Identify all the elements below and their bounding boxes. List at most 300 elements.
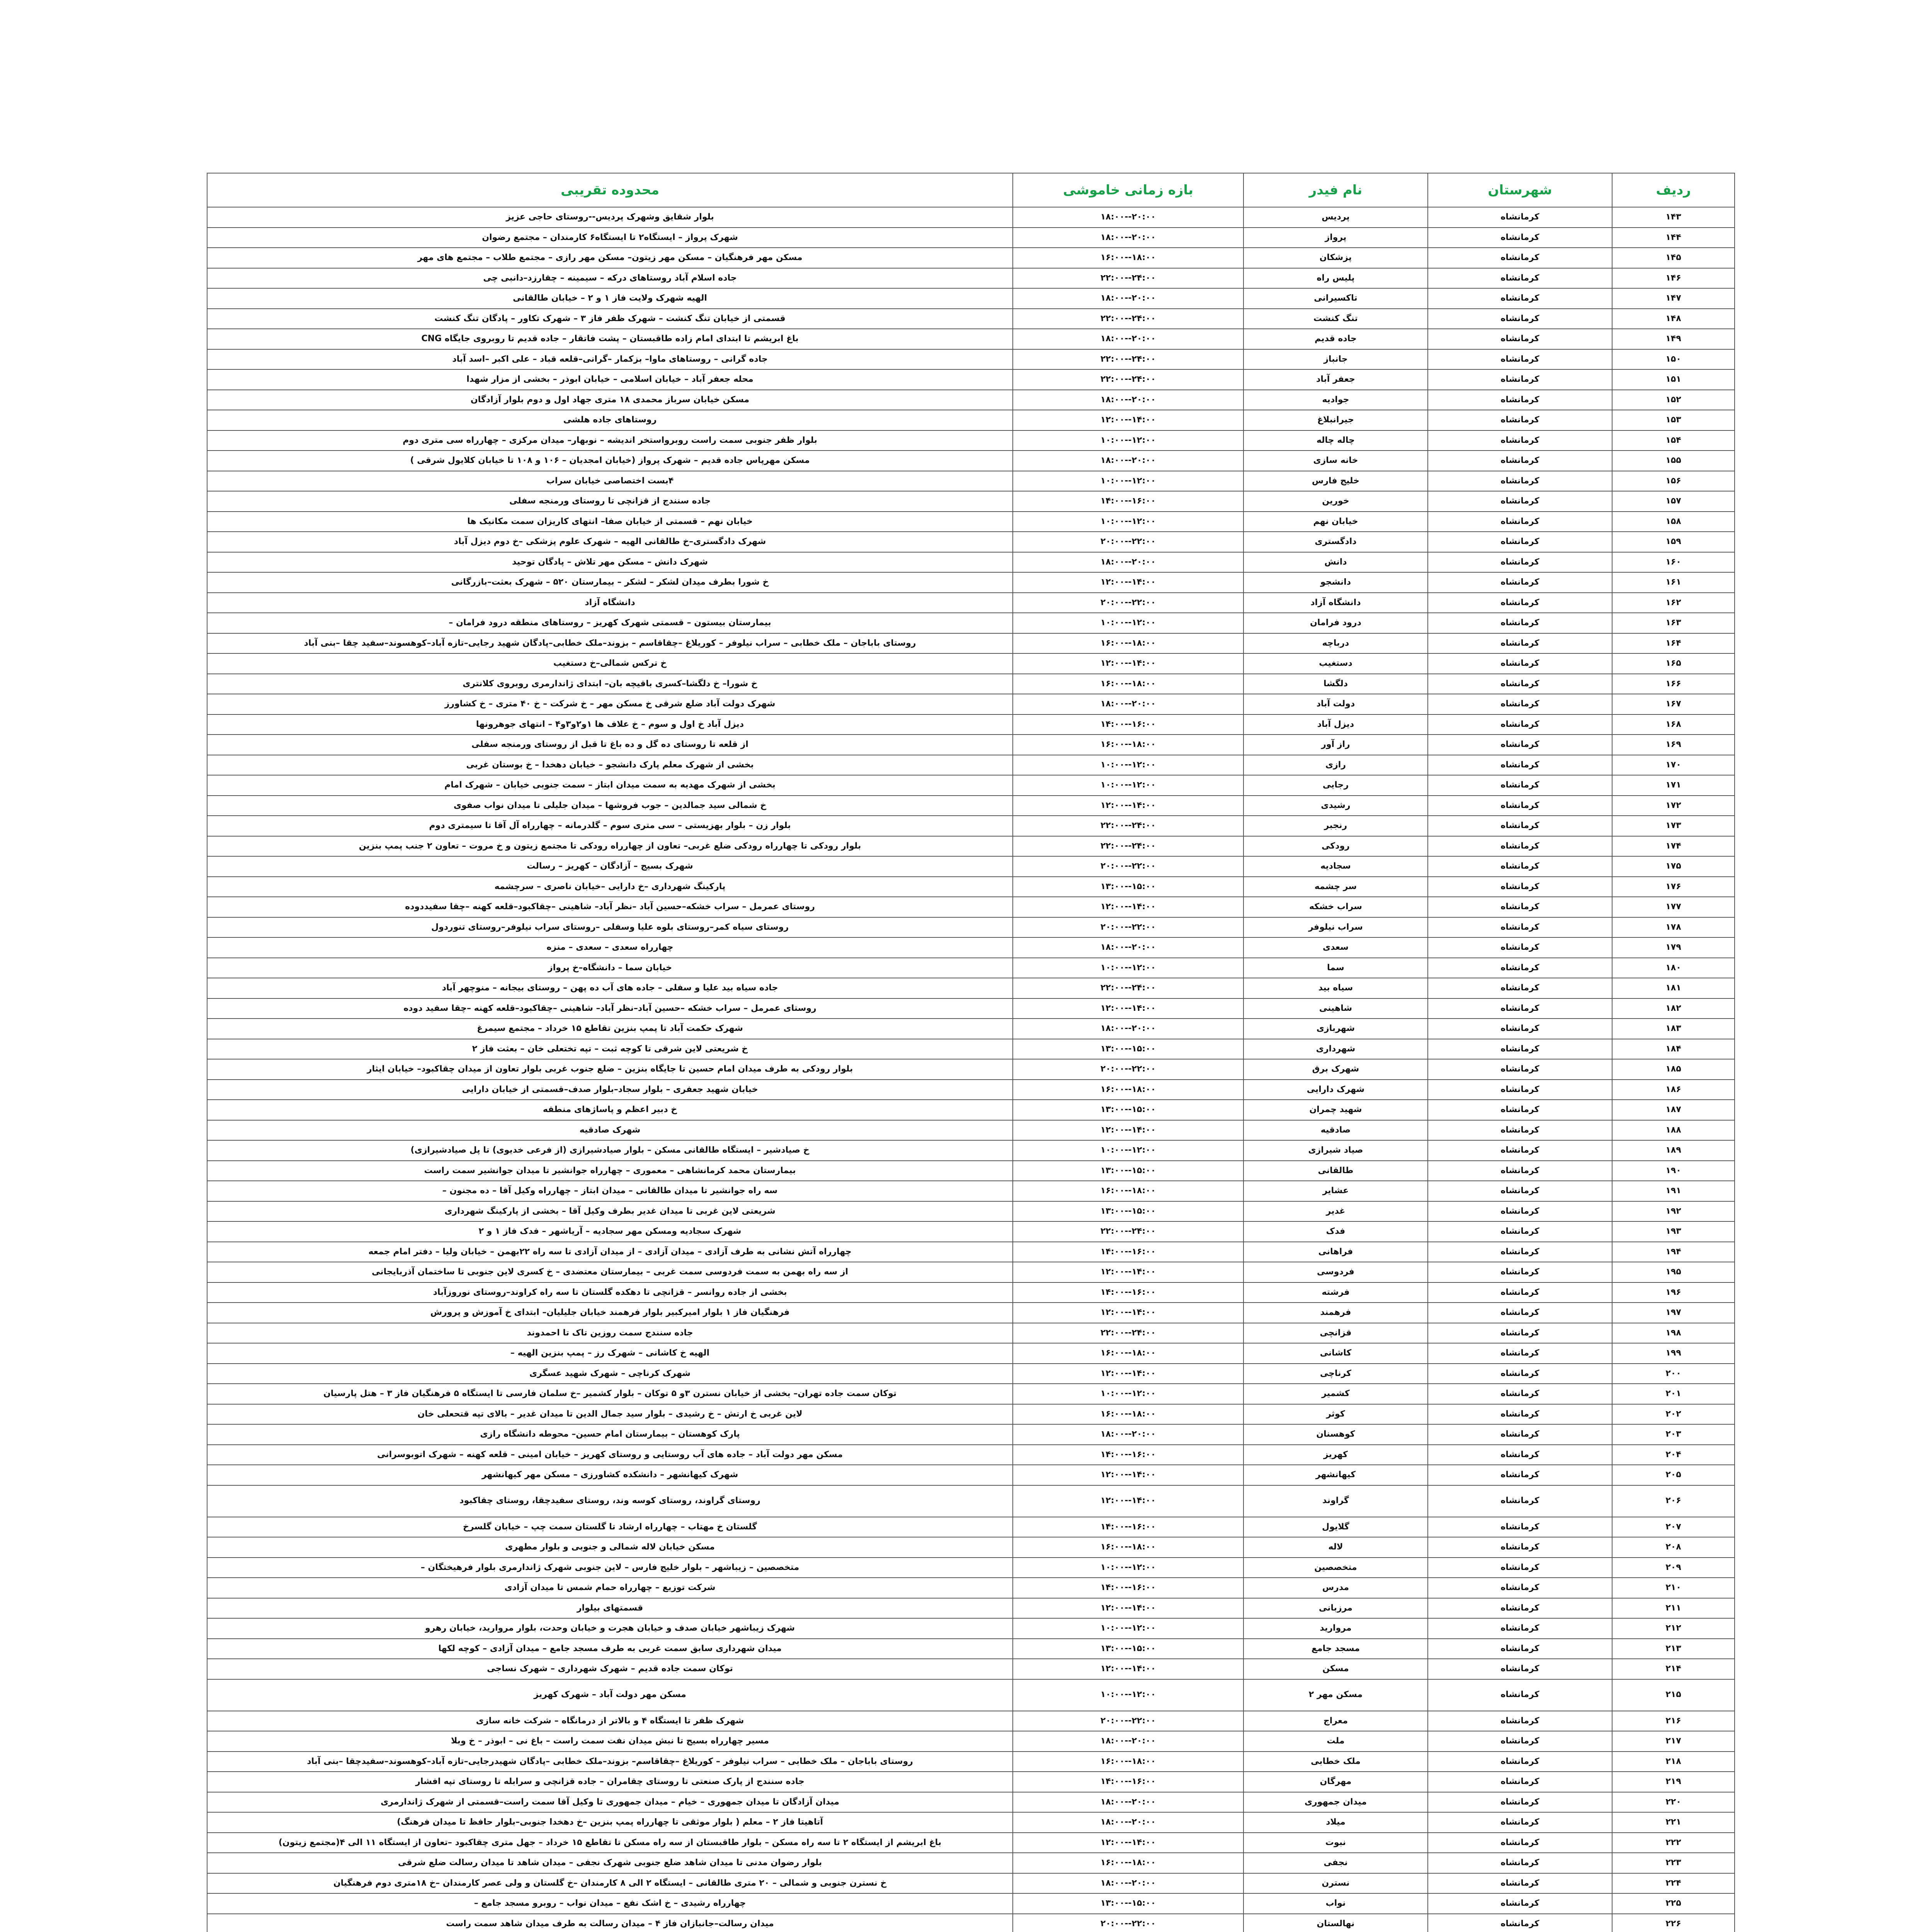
cell-city: کرمانشاه	[1428, 998, 1612, 1019]
table-row	[207, 1914, 1735, 1932]
table-row	[207, 1404, 1735, 1425]
cell-time-window: ۲۰:۰۰--۲۲:۰۰	[1013, 856, 1243, 877]
cell-time-window: ۱۴:۰۰--۱۶:۰۰	[1013, 491, 1243, 512]
outage-schedule-sheet	[207, 173, 1735, 1932]
cell-area: روستای باباجان – ملک خطابی – سراب نیلوفر – کوریلاغ –چقاقاسم – بزوند–ملک خطابی–پادگان شهید رجایی–تازه آباد–کوهسوند–سفید چقا –بنی آباد	[207, 633, 1013, 654]
cell-city: کرمانشاه	[1428, 1659, 1612, 1679]
cell-area: مسکن مهر فرهنگیان – مسکن مهر زیتون– مسکن مهر رازی – مجتمع طلاب – مجتمع های مهر	[207, 248, 1013, 268]
cell-time-window: ۱۶:۰۰--۱۸:۰۰	[1013, 1537, 1243, 1558]
cell-feeder: درباچه	[1243, 633, 1428, 654]
cell-feeder: خانه سازی	[1243, 451, 1428, 471]
cell-row-number: ۱۹۲	[1612, 1201, 1735, 1222]
cell-feeder: مسکن مهر ۲	[1243, 1679, 1428, 1711]
table-row	[207, 1424, 1735, 1445]
cell-row-number: ۱۸۷	[1612, 1100, 1735, 1120]
table-row	[207, 1537, 1735, 1558]
cell-city: کرمانشاه	[1428, 694, 1612, 714]
cell-area: شهرک ظفر تا ایستگاه ۴ و بالاتر از درمانگاه – شرکت خانه سازی	[207, 1711, 1013, 1731]
cell-time-window: ۱۲:۰۰--۱۴:۰۰	[1013, 1364, 1243, 1384]
cell-city: کرمانشاه	[1428, 1914, 1612, 1932]
table-row	[207, 1731, 1735, 1752]
cell-row-number: ۱۷۰	[1612, 755, 1735, 776]
cell-city: کرمانشاه	[1428, 1485, 1612, 1517]
table-row	[207, 1262, 1735, 1282]
cell-time-window: ۲۲:۰۰--۲۴:۰۰	[1013, 978, 1243, 998]
cell-area: شهرک پرواز – ایستگاه۲ تا ایستگاه۶ کارمندان – مجتمع رضوان	[207, 228, 1013, 248]
cell-time-window: ۱۶:۰۰--۱۸:۰۰	[1013, 248, 1243, 268]
cell-time-window: ۱۲:۰۰--۱۴:۰۰	[1013, 1303, 1243, 1323]
cell-time-window: ۱۲:۰۰--۱۴:۰۰	[1013, 1833, 1243, 1853]
cell-row-number: ۱۷۳	[1612, 816, 1735, 836]
cell-row-number: ۱۴۹	[1612, 329, 1735, 349]
cell-area: توکان سمت جاده قدیم – شهرک شهرداری – شهرک نساجی	[207, 1659, 1013, 1679]
cell-time-window: ۱۸:۰۰--۲۰:۰۰	[1013, 937, 1243, 958]
cell-feeder: خیابان نهم	[1243, 512, 1428, 532]
cell-row-number: ۱۸۶	[1612, 1080, 1735, 1100]
cell-time-window: ۱۸:۰۰--۲۰:۰۰	[1013, 694, 1243, 714]
cell-feeder: تنگ کنشت	[1243, 309, 1428, 329]
cell-row-number: ۱۶۴	[1612, 633, 1735, 654]
table-row	[207, 309, 1735, 329]
table-row	[207, 532, 1735, 552]
cell-area: متخصصین – زیباشهر – بلوار خلیج فارس – لاین جنوبی شهرک ژاندارمری بلوار فرهیختگان –	[207, 1558, 1013, 1578]
cell-feeder: کرناچی	[1243, 1364, 1428, 1384]
cell-feeder: فردوسی	[1243, 1262, 1428, 1282]
table-row	[207, 998, 1735, 1019]
cell-row-number: ۲۲۳	[1612, 1853, 1735, 1873]
table-row	[207, 1140, 1735, 1161]
cell-time-window: ۲۲:۰۰--۲۴:۰۰	[1013, 349, 1243, 370]
cell-area: خ شورا– خ دلگشا–کسری باقیچه بان– ابتدای ژاندارمری روبروی کلانتری	[207, 674, 1013, 694]
table-row	[207, 836, 1735, 857]
cell-area: روستای باباجان – ملک خطابی – سراب نیلوفر – کوریلاغ –چقاقاسم– بزوند–ملک خطابی –پادگان شهیدرجایی–تازه آباد–کوهسوند–سفیدچقا –بنی آباد	[207, 1752, 1013, 1772]
cell-time-window: ۲۲:۰۰--۲۴:۰۰	[1013, 309, 1243, 329]
cell-row-number: ۱۵۴	[1612, 430, 1735, 451]
cell-feeder: لاله	[1243, 1537, 1428, 1558]
cell-area: شرکت توزیع – چهارراه حمام شمس تا میدان آزادی	[207, 1578, 1013, 1598]
table-row	[207, 856, 1735, 877]
cell-city: کرمانشاه	[1428, 755, 1612, 776]
cell-feeder: شهید چمران	[1243, 1100, 1428, 1120]
cell-row-number: ۱۹۳	[1612, 1221, 1735, 1242]
cell-feeder: درود فرامان	[1243, 613, 1428, 633]
cell-feeder: کیهانشهر	[1243, 1465, 1428, 1485]
cell-area: الهیه خ کاشانی – شهرک رز – پمپ بنزین الهیه –	[207, 1343, 1013, 1364]
cell-row-number: ۲۱۹	[1612, 1772, 1735, 1792]
table-row	[207, 1711, 1735, 1731]
header-time-window: بازه زمانی خاموشی	[1013, 173, 1243, 207]
cell-time-window: ۱۸:۰۰--۲۰:۰۰	[1013, 288, 1243, 309]
cell-city: کرمانشاه	[1428, 714, 1612, 735]
cell-feeder: ملک خطابی	[1243, 1752, 1428, 1772]
cell-time-window: ۱۲:۰۰--۱۴:۰۰	[1013, 897, 1243, 917]
cell-area: قسمتی از خیابان تنگ کنشت – شهرک ظفر فاز ۳ – شهرک تکاور – پادگان تنگ کنشت	[207, 309, 1013, 329]
cell-feeder: خلیج فارس	[1243, 471, 1428, 492]
cell-time-window: ۱۳:۰۰--۱۵:۰۰	[1013, 1161, 1243, 1181]
table-row	[207, 1059, 1735, 1080]
cell-city: کرمانشاه	[1428, 1598, 1612, 1619]
cell-area: مسکن مهر دولت آباد – شهرک کهریز	[207, 1679, 1013, 1711]
cell-feeder: سراب نیلوفر	[1243, 917, 1428, 938]
table-header	[207, 173, 1735, 207]
cell-area: میدان شهرداری سابق سمت غربی به طرف مسجد جامع – میدان آزادی – کوچه لکها	[207, 1639, 1013, 1659]
cell-feeder: رودکی	[1243, 836, 1428, 857]
table-row	[207, 1485, 1735, 1517]
cell-area: سه راه جوانشیر تا میدان طالقانی – میدان ابتاز – چهارراه وکیل آقا – ده مجنون –	[207, 1181, 1013, 1201]
cell-area: جاده گرانی – روستاهای ماوا– بزکمار –گرانی–قلعه قباد – علی اکبر –اسد آباد	[207, 349, 1013, 370]
cell-feeder: شهرک دارایی	[1243, 1080, 1428, 1100]
cell-feeder: میدان جمهوری	[1243, 1792, 1428, 1813]
cell-row-number: ۱۴۶	[1612, 268, 1735, 289]
cell-time-window: ۱۳:۰۰--۱۵:۰۰	[1013, 1639, 1243, 1659]
cell-city: کرمانشاه	[1428, 1711, 1612, 1731]
cell-city: کرمانشاه	[1428, 1679, 1612, 1711]
table-row	[207, 593, 1735, 613]
cell-row-number: ۱۹۷	[1612, 1303, 1735, 1323]
cell-feeder: سیاه بید	[1243, 978, 1428, 998]
cell-area: از قلعه تا روستای ده گل و ده باغ تا قبل از روستای ورمنجه سفلی	[207, 735, 1013, 755]
cell-row-number: ۲۰۵	[1612, 1465, 1735, 1485]
cell-area: بیمارستان بیستون – قسمتی شهرک کهریز – روستاهای منطقه درود فرامان –	[207, 613, 1013, 633]
cell-feeder: جعفر آباد	[1243, 369, 1428, 390]
cell-city: کرمانشاه	[1428, 1578, 1612, 1598]
cell-row-number: ۱۷۹	[1612, 937, 1735, 958]
table-row	[207, 228, 1735, 248]
cell-row-number: ۱۵۲	[1612, 390, 1735, 410]
cell-row-number: ۱۸۱	[1612, 978, 1735, 998]
cell-area: چهارراه سعدی – سعدی – منزه	[207, 937, 1013, 958]
cell-city: کرمانشاه	[1428, 1812, 1612, 1833]
cell-feeder: رشیدی	[1243, 796, 1428, 816]
cell-area: خیابان سما – دانشگاه–خ پرواز	[207, 958, 1013, 978]
cell-city: کرمانشاه	[1428, 1181, 1612, 1201]
cell-city: کرمانشاه	[1428, 1537, 1612, 1558]
cell-area: از سه راه بهمن به سمت فردوسی سمت غربی – بیمارستان معتضدی – خ کسری لاین جنوبی تا ساختمان آذربایجانی	[207, 1262, 1013, 1282]
table-row	[207, 1517, 1735, 1537]
cell-feeder: مرواريد	[1243, 1618, 1428, 1639]
cell-row-number: ۱۷۵	[1612, 856, 1735, 877]
cell-feeder: صادقیه	[1243, 1120, 1428, 1141]
cell-feeder: دلگشا	[1243, 674, 1428, 694]
cell-row-number: ۱۹۴	[1612, 1242, 1735, 1262]
table-row	[207, 917, 1735, 938]
cell-area: جاده سنندج سمت روزین تاک تا احمدوند	[207, 1323, 1013, 1344]
cell-feeder: مسجد جامع	[1243, 1639, 1428, 1659]
cell-row-number: ۲۰۶	[1612, 1485, 1735, 1517]
table-row	[207, 349, 1735, 370]
cell-feeder: کهریز	[1243, 1445, 1428, 1465]
cell-area: شهرک سجادیه ومسکن مهر سجادیه – آریاشهر – فدک فاز ۱ و ۲	[207, 1221, 1013, 1242]
cell-row-number: ۲۲۰	[1612, 1792, 1735, 1813]
cell-time-window: ۱۸:۰۰--۲۰:۰۰	[1013, 1731, 1243, 1752]
cell-area: شهرک کرناچی – شهرک شهید عسگری	[207, 1364, 1013, 1384]
cell-row-number: ۱۶۷	[1612, 694, 1735, 714]
table-row	[207, 937, 1735, 958]
table-row	[207, 1364, 1735, 1384]
cell-time-window: ۲۲:۰۰--۲۴:۰۰	[1013, 816, 1243, 836]
cell-area: فرهنگیان فاز ۱ بلوار امیرکبیر بلوار فرهمند خیابان جلیلیان– ابتدای خ آموزش و پرورش	[207, 1303, 1013, 1323]
table-row	[207, 1445, 1735, 1465]
cell-area: بلوار ظفر جنوبی سمت راست روبرواستخر اندیشه – نوبهار– میدان مرکزی – چهارراه سی متری دوم	[207, 430, 1013, 451]
cell-area: بخشی از شهرک مهدیه به سمت میدان ابتاز – سمت جنوبی خیابان – شهرک امام	[207, 775, 1013, 796]
cell-city: کرمانشاه	[1428, 593, 1612, 613]
cell-time-window: ۱۰:۰۰--۱۲:۰۰	[1013, 775, 1243, 796]
cell-time-window: ۱۳:۰۰--۱۵:۰۰	[1013, 1039, 1243, 1060]
cell-city: کرمانشاه	[1428, 1282, 1612, 1303]
cell-city: کرمانشاه	[1428, 1445, 1612, 1465]
cell-city: کرمانشاه	[1428, 1404, 1612, 1425]
cell-time-window: ۱۰:۰۰--۱۲:۰۰	[1013, 1618, 1243, 1639]
cell-city: کرمانشاه	[1428, 329, 1612, 349]
table-row	[207, 1323, 1735, 1344]
cell-feeder: جاده قدیم	[1243, 329, 1428, 349]
cell-time-window: ۱۰:۰۰--۱۲:۰۰	[1013, 1679, 1243, 1711]
table-row	[207, 288, 1735, 309]
cell-city: کرمانشاه	[1428, 1873, 1612, 1894]
cell-time-window: ۲۰:۰۰--۲۲:۰۰	[1013, 1914, 1243, 1932]
cell-row-number: ۲۰۴	[1612, 1445, 1735, 1465]
cell-area: روستای عمرمل – سراب خشکه –حسین آباد–نظر آباد– شاهینی –چقاکبود–قلعه کهنه –چقا سفید دوده	[207, 998, 1013, 1019]
cell-city: کرمانشاه	[1428, 796, 1612, 816]
cell-time-window: ۱۲:۰۰--۱۴:۰۰	[1013, 796, 1243, 816]
cell-row-number: ۱۷۶	[1612, 877, 1735, 897]
header-row	[207, 173, 1735, 207]
table-row	[207, 1201, 1735, 1222]
cell-feeder: دستغیب	[1243, 653, 1428, 674]
cell-row-number: ۱۷۱	[1612, 775, 1735, 796]
cell-area: دانشگاه آزاد	[207, 593, 1013, 613]
cell-city: کرمانشاه	[1428, 1517, 1612, 1537]
cell-city: کرمانشاه	[1428, 978, 1612, 998]
cell-city: کرمانشاه	[1428, 856, 1612, 877]
cell-area: خ نسترن جنوبی و شمالی – ۲۰ متری طالقانی – ایستگاه ۲ الی ۸ کارمندان –خ گلستان و ولی عصر کارمندان –خ ۱۸متری دوم فرهنگیان	[207, 1873, 1013, 1894]
cell-time-window: ۲۰:۰۰--۲۲:۰۰	[1013, 1059, 1243, 1080]
table-row	[207, 1384, 1735, 1404]
cell-city: کرمانشاه	[1428, 958, 1612, 978]
cell-area: لاین غربی خ ارتش – خ رشیدی – بلوار سید جمال الدین تا میدان غدیر – بالای تپه قتحعلی خان	[207, 1404, 1013, 1425]
cell-city: کرمانشاه	[1428, 1384, 1612, 1404]
cell-city: کرمانشاه	[1428, 877, 1612, 897]
cell-row-number: ۱۴۴	[1612, 228, 1735, 248]
cell-time-window: ۱۶:۰۰--۱۸:۰۰	[1013, 1752, 1243, 1772]
cell-time-window: ۱۲:۰۰--۱۴:۰۰	[1013, 1485, 1243, 1517]
cell-city: کرمانشاه	[1428, 1242, 1612, 1262]
cell-time-window: ۱۶:۰۰--۱۸:۰۰	[1013, 633, 1243, 654]
cell-area: بلوار شقایق وشهرک پردیس--روستای حاجی عزیز	[207, 207, 1013, 228]
header-row-number: ردیف	[1612, 173, 1735, 207]
cell-time-window: ۱۰:۰۰--۱۲:۰۰	[1013, 430, 1243, 451]
table-row	[207, 1120, 1735, 1141]
cell-time-window: ۱۸:۰۰--۲۰:۰۰	[1013, 1873, 1243, 1894]
cell-feeder: مهرگان	[1243, 1772, 1428, 1792]
cell-row-number: ۲۰۲	[1612, 1404, 1735, 1425]
cell-time-window: ۱۶:۰۰--۱۸:۰۰	[1013, 1853, 1243, 1873]
cell-time-window: ۱۸:۰۰--۲۰:۰۰	[1013, 390, 1243, 410]
cell-time-window: ۲۰:۰۰--۲۲:۰۰	[1013, 532, 1243, 552]
cell-row-number: ۲۱۳	[1612, 1639, 1735, 1659]
table-row	[207, 1080, 1735, 1100]
cell-area: محله جعفر آباد – خیابان اسلامی – خیابان ابوذر – بخشی از مزار شهدا	[207, 369, 1013, 390]
cell-feeder: غدیر	[1243, 1201, 1428, 1222]
cell-feeder: شاهینی	[1243, 998, 1428, 1019]
cell-feeder: شهرداری	[1243, 1039, 1428, 1060]
table-row	[207, 1039, 1735, 1060]
cell-city: کرمانشاه	[1428, 1039, 1612, 1060]
table-row	[207, 1019, 1735, 1039]
cell-row-number: ۱۸۳	[1612, 1019, 1735, 1039]
cell-area: روستای گراوند، روستای کوسه وند، روستای سفیدچقا، روستای چقاکبود	[207, 1485, 1013, 1517]
cell-city: کرمانشاه	[1428, 309, 1612, 329]
cell-time-window: ۱۴:۰۰--۱۶:۰۰	[1013, 1445, 1243, 1465]
cell-city: کرمانشاه	[1428, 228, 1612, 248]
cell-area: ۴بست اختصاصی خیابان سراب	[207, 471, 1013, 492]
table-row	[207, 877, 1735, 897]
cell-row-number: ۲۱۶	[1612, 1711, 1735, 1731]
cell-city: کرمانشاه	[1428, 572, 1612, 593]
table-row	[207, 410, 1735, 430]
cell-time-window: ۱۸:۰۰--۲۰:۰۰	[1013, 1792, 1243, 1813]
cell-feeder: سراب خشکه	[1243, 897, 1428, 917]
table-row	[207, 451, 1735, 471]
table-row	[207, 755, 1735, 776]
cell-area: خ ترکس شمالی–خ دستغیب	[207, 653, 1013, 674]
cell-city: کرمانشاه	[1428, 552, 1612, 573]
cell-area: خ شورا بطرف میدان لشکر – لشکر – بیمارستان ۵۲۰ – شهرک بعثت–بازرگانی	[207, 572, 1013, 593]
header-feeder: نام فیدر	[1243, 173, 1428, 207]
cell-city: کرمانشاه	[1428, 471, 1612, 492]
cell-row-number: ۲۰۳	[1612, 1424, 1735, 1445]
cell-area: باغ ابریشم تا ابتدای امام زاده طاقبستان – پشت فاتقار – جاده قدیم تا روبروی جایگاه CNG	[207, 329, 1013, 349]
cell-area: چهارراه رشیدی – خ اشک نفع – میدان نواب – روبرو مسجد جامع –	[207, 1893, 1013, 1914]
cell-feeder: کوثر	[1243, 1404, 1428, 1425]
cell-city: کرمانشاه	[1428, 1140, 1612, 1161]
cell-area: شهرک دولت آباد ضلع شرقی خ مسکن مهر – خ شرکت – خ ۴۰ متری – خ کشاورز	[207, 694, 1013, 714]
cell-row-number: ۲۱۵	[1612, 1679, 1735, 1711]
cell-time-window: ۱۴:۰۰--۱۶:۰۰	[1013, 1578, 1243, 1598]
cell-city: کرمانشاه	[1428, 1343, 1612, 1364]
cell-area: خ شریعتی لاین شرقی تا کوچه ثبت – تپه تختعلی خان – بعثت فاز ۲	[207, 1039, 1013, 1060]
cell-feeder: جوادیه	[1243, 390, 1428, 410]
cell-city: کرمانشاه	[1428, 369, 1612, 390]
cell-area: مسکن مهرپاس جاده قدیم – شهرک پرواز (خیابان امجدیان – ۱۰۶ و ۱۰۸ تا خیابان کلایول شرقی )	[207, 451, 1013, 471]
cell-row-number: ۱۸۴	[1612, 1039, 1735, 1060]
cell-city: کرمانشاه	[1428, 451, 1612, 471]
cell-row-number: ۲۱۱	[1612, 1598, 1735, 1619]
cell-feeder: مسکن	[1243, 1659, 1428, 1679]
cell-time-window: ۱۳:۰۰--۱۵:۰۰	[1013, 1893, 1243, 1914]
table-row	[207, 1465, 1735, 1485]
cell-area: پارک کوهستان – بیمارستان امام حسین– محوطه دانشگاه رازی	[207, 1424, 1013, 1445]
cell-feeder: فراهانی	[1243, 1242, 1428, 1262]
cell-time-window: ۱۰:۰۰--۱۲:۰۰	[1013, 1558, 1243, 1578]
cell-city: کرمانشاه	[1428, 674, 1612, 694]
cell-area: خیابان نهم – قسمتی از خیابان صفا– انتهای کاریزان سمت مکانیک ها	[207, 512, 1013, 532]
table-row	[207, 1659, 1735, 1679]
cell-time-window: ۱۲:۰۰--۱۴:۰۰	[1013, 1120, 1243, 1141]
cell-row-number: ۲۰۰	[1612, 1364, 1735, 1384]
cell-city: کرمانشاه	[1428, 1424, 1612, 1445]
cell-row-number: ۱۶۳	[1612, 613, 1735, 633]
cell-area: الهیه شهرک ولایت فاز ۱ و ۲ – خیابان طالقانی	[207, 288, 1013, 309]
table-row	[207, 714, 1735, 735]
table-row	[207, 1221, 1735, 1242]
cell-feeder: جانباز	[1243, 349, 1428, 370]
table-row	[207, 1752, 1735, 1772]
table-row	[207, 430, 1735, 451]
cell-row-number: ۱۵۸	[1612, 512, 1735, 532]
cell-row-number: ۱۴۳	[1612, 207, 1735, 228]
cell-area: میدان رسالت–جانبازان فاز ۴ – میدان رسالت به طرف میدان شاهد سمت راست	[207, 1914, 1013, 1932]
cell-city: کرمانشاه	[1428, 1262, 1612, 1282]
cell-city: کرمانشاه	[1428, 491, 1612, 512]
cell-time-window: ۲۰:۰۰--۲۲:۰۰	[1013, 1711, 1243, 1731]
table-body	[207, 207, 1735, 1932]
cell-time-window: ۱۳:۰۰--۱۵:۰۰	[1013, 1100, 1243, 1120]
cell-city: کرمانشاه	[1428, 1019, 1612, 1039]
cell-time-window: ۲۲:۰۰--۲۴:۰۰	[1013, 836, 1243, 857]
cell-feeder: پردیس	[1243, 207, 1428, 228]
cell-area: خ شمالی سید جمالدین – جوب فروشها – میدان جلیلی تا میدان نواب صفوی	[207, 796, 1013, 816]
cell-city: کرمانشاه	[1428, 1893, 1612, 1914]
table-row	[207, 653, 1735, 674]
cell-area: شهرک بسیج – آزادگان – کهریز – رسالت	[207, 856, 1013, 877]
cell-city: کرمانشاه	[1428, 430, 1612, 451]
cell-feeder: گراوند	[1243, 1485, 1428, 1517]
cell-area: گلستان خ مهتاب – چهارراه ارشاد تا گلستان سمت چپ – خیابان گلسرخ	[207, 1517, 1013, 1537]
cell-area: بیمارستان محمد کرمانشاهی – معموری – چهارراه جوانشیر تا میدان جوانشیر سمت راست	[207, 1161, 1013, 1181]
cell-row-number: ۱۶۲	[1612, 593, 1735, 613]
cell-feeder: تاکسیرانی	[1243, 288, 1428, 309]
cell-time-window: ۲۲:۰۰--۲۴:۰۰	[1013, 268, 1243, 289]
cell-time-window: ۲۰:۰۰--۲۲:۰۰	[1013, 593, 1243, 613]
cell-time-window: ۱۴:۰۰--۱۶:۰۰	[1013, 714, 1243, 735]
cell-feeder: صیاد شیرازی	[1243, 1140, 1428, 1161]
cell-feeder: سجادیه	[1243, 856, 1428, 877]
cell-time-window: ۱۴:۰۰--۱۶:۰۰	[1013, 1242, 1243, 1262]
cell-feeder: دانشگاه آزاد	[1243, 593, 1428, 613]
cell-area: شهرک کیهانشهر – دانشکده کشاورزی – مسکن مهر کیهانشهر	[207, 1465, 1013, 1485]
cell-area: توکان سمت جاده تهران– بخشی از خیابان نسترن ۳و ۵ توکان – بلوار کشمیر –خ سلمان فارسی تا ایستگاه ۵ فرهنگیان فاز ۳ – هتل پارسیان	[207, 1384, 1013, 1404]
table-row	[207, 491, 1735, 512]
cell-time-window: ۱۲:۰۰--۱۴:۰۰	[1013, 1262, 1243, 1282]
cell-row-number: ۲۰۱	[1612, 1384, 1735, 1404]
cell-feeder: سر چشمه	[1243, 877, 1428, 897]
cell-feeder: پزشکان	[1243, 248, 1428, 268]
table-row	[207, 1679, 1735, 1711]
cell-feeder: کشمیر	[1243, 1384, 1428, 1404]
table-row	[207, 1893, 1735, 1914]
cell-area: بلوار رودکی تا چهارراه رودکی ضلع غربی– تعاون از چهارراه رودکی تا مجتمع زیتون و خ مروت – تعاون ۲ جنب پمپ بنزین	[207, 836, 1013, 857]
cell-time-window: ۲۲:۰۰--۲۴:۰۰	[1013, 1323, 1243, 1344]
cell-feeder: سما	[1243, 958, 1428, 978]
cell-area: بلوار رودکی به طرف میدان امام حسین تا جایگاه بنزین – ضلع جنوب غربی بلوار تعاون از میدان چقاکبود– خیابان ایثار	[207, 1059, 1013, 1080]
cell-city: کرمانشاه	[1428, 1100, 1612, 1120]
cell-area: جاده اسلام آباد روستاهای درکه – سیمینه – چقارزد–دانبی چی	[207, 268, 1013, 289]
cell-city: کرمانشاه	[1428, 1201, 1612, 1222]
cell-row-number: ۲۱۰	[1612, 1578, 1735, 1598]
cell-feeder: فرهمند	[1243, 1303, 1428, 1323]
table-row	[207, 512, 1735, 532]
cell-city: کرمانشاه	[1428, 1080, 1612, 1100]
cell-feeder: دانشجو	[1243, 572, 1428, 593]
table-row	[207, 1282, 1735, 1303]
cell-city: کرمانشاه	[1428, 633, 1612, 654]
cell-time-window: ۱۲:۰۰--۱۴:۰۰	[1013, 572, 1243, 593]
outage-table	[207, 173, 1735, 1932]
cell-feeder: رجایی	[1243, 775, 1428, 796]
cell-feeder: فدک	[1243, 1221, 1428, 1242]
cell-feeder: چاله چاله	[1243, 430, 1428, 451]
